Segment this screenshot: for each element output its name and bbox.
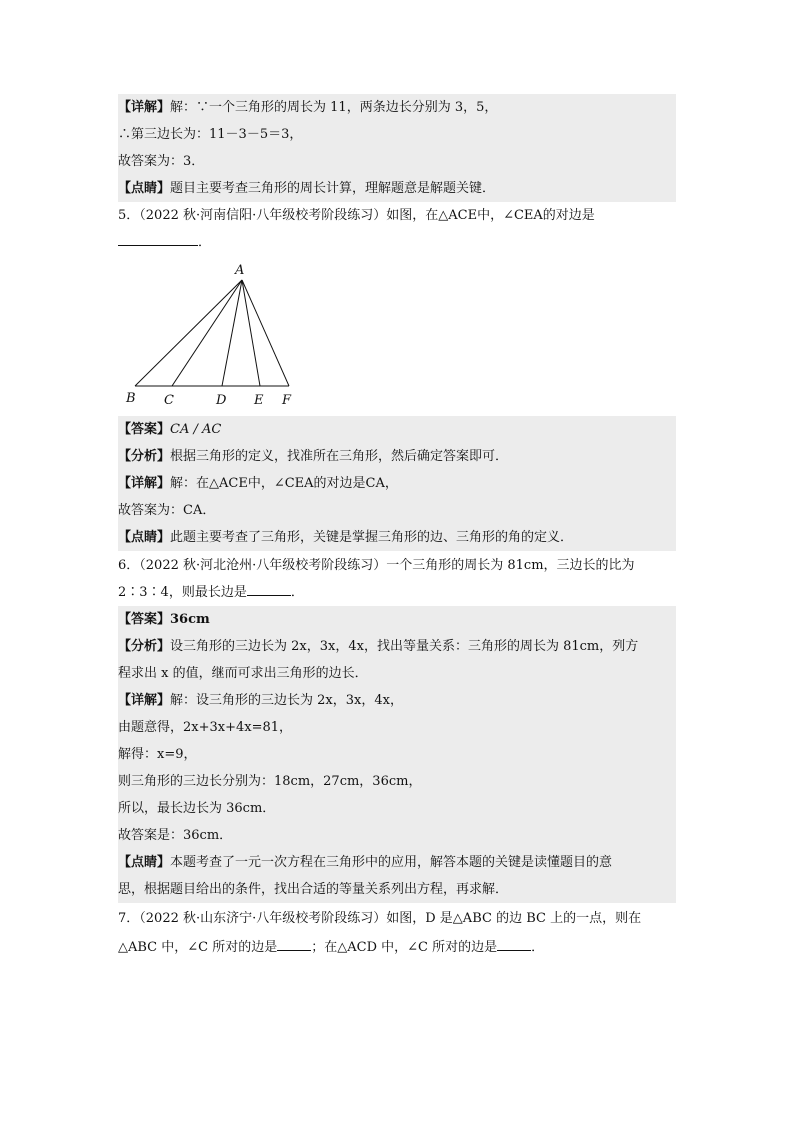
q5-stem: 5．（2022 秋·河南信阳·八年级校考阶段练习）如图，在△ACE中，∠CEA的对边是	[118, 208, 595, 223]
q5-comment	[118, 524, 676, 551]
q5-triangle-figure	[120, 260, 310, 410]
q6-line-2: 解得：x=9，	[118, 741, 676, 768]
q4-detail	[118, 94, 676, 121]
label-d: D	[216, 393, 227, 408]
q5-answer-text: CA / AC	[170, 422, 222, 437]
q6-analysis-text1: 设三角形的三边长为 2x，3x，4x，找出等量关系：三角形的周长为 81cm，列方	[170, 639, 639, 654]
q5-stem-line2	[118, 229, 676, 256]
q5-analysis-text: 根据三角形的定义，找准所在三角形，然后确定答案即可．	[170, 449, 509, 464]
q6-analysis-line2: 程求出 x 的值，继而可求出三角形的边长．	[118, 660, 676, 687]
q5-analysis-tag: 【分析】	[118, 449, 171, 464]
q6-stem-line2	[118, 579, 676, 606]
q5-stem-end: ．	[198, 235, 212, 250]
segment-ae	[242, 280, 260, 386]
q6-answer-text: 36cm	[170, 612, 210, 627]
q6-line-3: 则三角形的三边长分别为：18cm，27cm，36cm，	[118, 768, 676, 795]
q6-answer	[118, 606, 676, 633]
q6-answer-tag: 【答案】	[118, 612, 171, 627]
q5-detail	[118, 470, 676, 497]
q4-comment	[118, 175, 676, 202]
q6-analysis-tag: 【分析】	[118, 639, 171, 654]
q7-stem-line2	[118, 934, 676, 961]
label-c: C	[164, 393, 174, 408]
q7-stem-line1: 7．（2022 秋·山东济宁·八年级校考阶段练习）如图，D 是△ABC 的边 BC 上的一点，则在	[118, 911, 642, 926]
segment-ab	[135, 280, 242, 386]
q6-stem2-end: ．	[290, 585, 304, 600]
q6-detail-tag: 【详解】	[118, 693, 171, 708]
label-f: F	[282, 393, 292, 408]
q6-detail-text: 解：设三角形的三边长为 2x，3x，4x，	[170, 693, 403, 708]
q4-answer: 故答案为：3．	[118, 148, 676, 175]
q4-detail-text: 解：∵一个三角形的周长为 11，两条边长分别为 3，5，	[170, 100, 498, 115]
q6-line-1: 由题意得，2x+3x+4x=81，	[118, 714, 676, 741]
q7-stem2-end: ．	[531, 940, 545, 955]
q6-comment-line2: 思，根据题目给出的条件，找出合适的等量关系列出方程，再求解．	[118, 876, 676, 903]
label-a: A	[235, 263, 245, 278]
q5-answer-tag: 【答案】	[118, 422, 171, 437]
q5-answer-blank	[118, 231, 198, 246]
segment-af	[242, 280, 289, 386]
q6-comment-line1	[118, 849, 676, 876]
q5-analysis	[118, 443, 676, 470]
q4-detail-tag: 【详解】	[118, 100, 171, 115]
q6-stem-line1: 6．（2022 秋·河北沧州·八年级校考阶段练习）一个三角形的周长为 81cm，三边长的比为	[118, 558, 635, 573]
label-b: B	[126, 391, 136, 406]
label-e: E	[254, 393, 264, 408]
q7-blank-1	[277, 936, 311, 951]
q7-blank-2	[497, 936, 531, 951]
q6-comment-tag: 【点睛】	[118, 855, 171, 870]
q6-line-4: 所以，最长边长为 36cm．	[118, 795, 676, 822]
q5-answer	[118, 416, 676, 443]
q4-step: ∴第三边长为：11－3－5＝3，	[118, 121, 676, 148]
q6-comment-text1: 本题考查了一元一次方程在三角形中的应用，解答本题的关键是读懂题目的意	[170, 855, 613, 870]
q7-stem2b: ；在△ACD 中，∠C 所对的边是	[311, 940, 498, 955]
q7-stem2a: △ABC 中，∠C 所对的边是	[118, 940, 278, 955]
q6-analysis-line1	[118, 633, 676, 660]
q6-answer-blank	[247, 581, 291, 596]
q5-detail-text: 解：在△ACE中，∠CEA的对边是CA，	[170, 476, 398, 491]
q6-line-5: 故答案是：36cm．	[118, 822, 676, 849]
q5-comment-text: 此题主要考查了三角形，关键是掌握三角形的边、三角形的角的定义．	[170, 530, 574, 545]
q5-comment-tag: 【点睛】	[118, 530, 171, 545]
q6-stem2: 2∶3∶4，则最长边是	[118, 585, 247, 600]
q6-detail	[118, 687, 676, 714]
q5-final: 故答案为：CA．	[118, 497, 676, 524]
q4-comment-tag: 【点睛】	[118, 181, 171, 196]
q4-comment-text: 题目主要考查三角形的周长计算，理解题意是解题关键．	[170, 181, 496, 196]
q5-detail-tag: 【详解】	[118, 476, 171, 491]
